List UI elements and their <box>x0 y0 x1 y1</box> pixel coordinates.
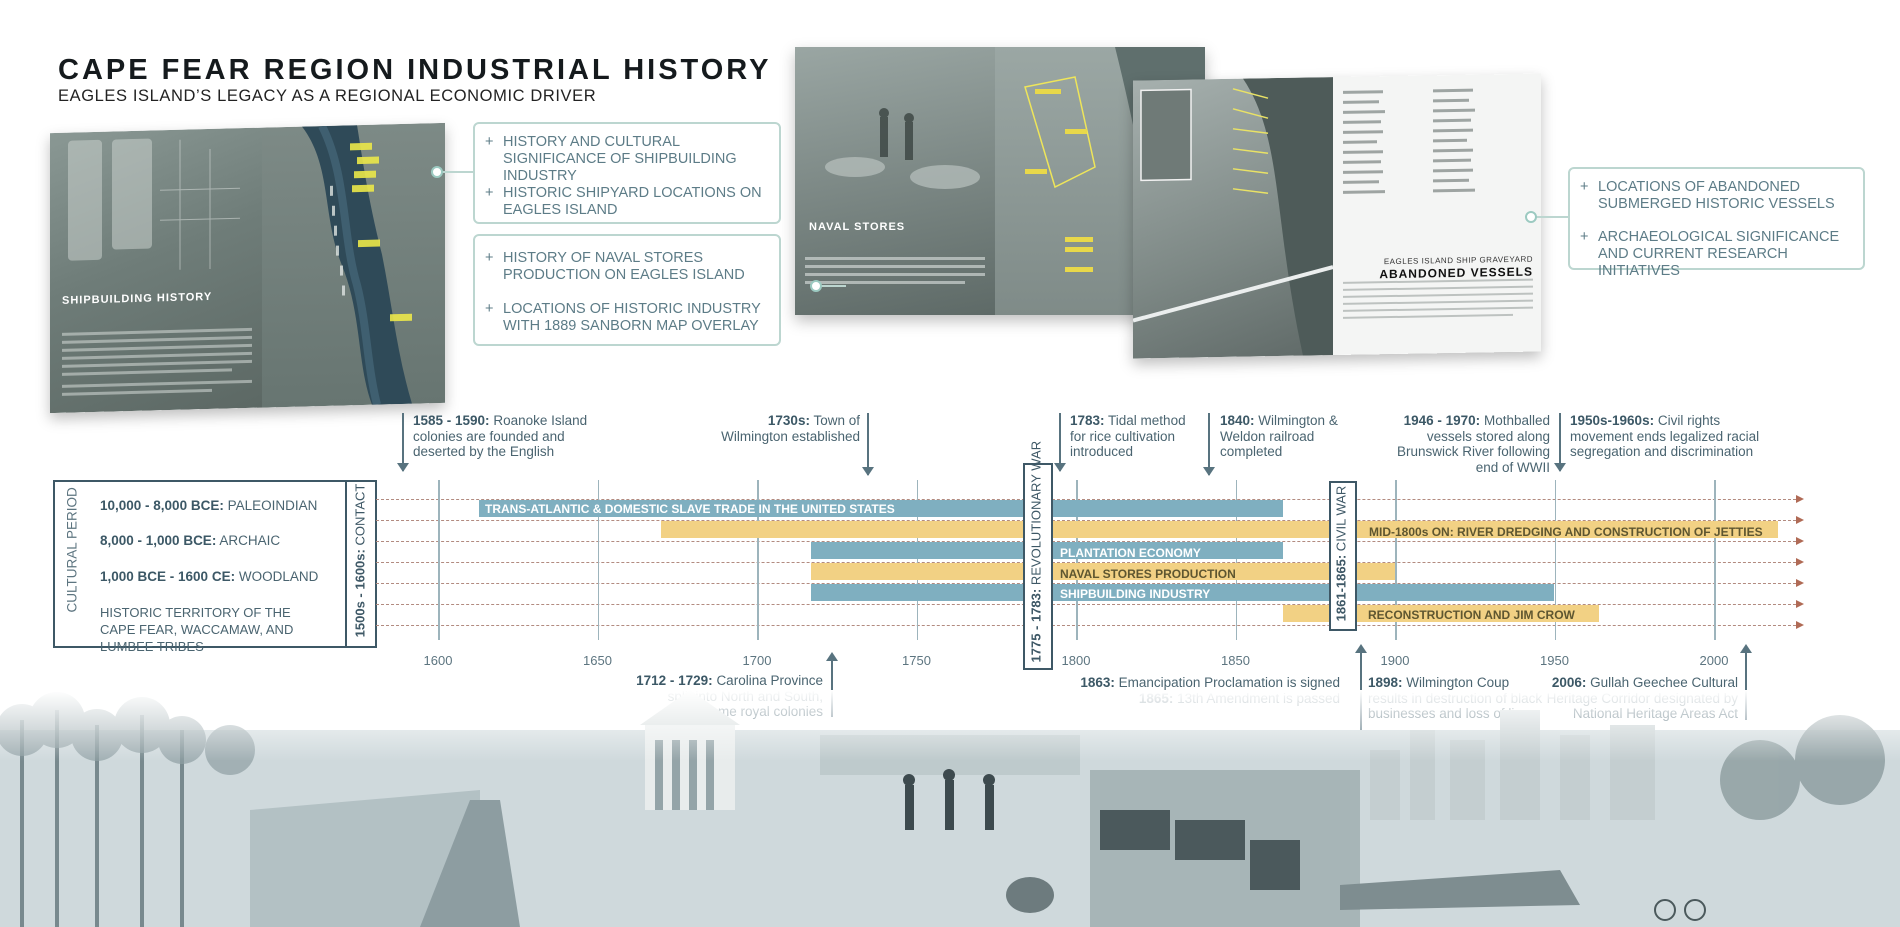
axis-tick-label: 1700 <box>742 653 772 668</box>
axis-tick <box>438 480 440 640</box>
axis-tick-label: 1600 <box>423 653 453 668</box>
bar-label-plantation-economy: PLANTATION ECONOMY <box>1060 546 1201 560</box>
event-wilmington-town: 1730s: Town of Wilmington established <box>721 413 860 444</box>
naval-stores-photo <box>795 47 995 315</box>
timeline-lane <box>376 625 1796 626</box>
plus-icon: + <box>1580 179 1589 195</box>
plus-icon: + <box>1580 229 1589 245</box>
event-tidal-method-arrow <box>1059 413 1061 471</box>
historic-photo-collage <box>0 690 1900 927</box>
axis-tick-label: 1750 <box>902 653 931 668</box>
callout-vessels <box>1568 167 1865 279</box>
callout-item: HISTORY OF NAVAL STORES PRODUCTION ON EAGLES ISLAND <box>503 250 745 283</box>
event-roanoke-arrow <box>402 413 404 471</box>
naval-stores-brochure-title: NAVAL STORES <box>809 221 906 233</box>
event-railroad: 1840: Wilmington & Weldon railroad completed <box>1220 413 1338 459</box>
vessel-index-list <box>1333 73 1541 355</box>
eagles-island-map <box>262 123 445 408</box>
plus-icon: + <box>485 301 494 317</box>
callout-leader-vessels <box>1532 216 1568 218</box>
axis-tick-label: 2000 <box>1699 653 1729 668</box>
event-mothballed-vessels-arrow <box>1559 413 1561 471</box>
event-roanoke: 1585 - 1590: Roanoke Island colonies are founded and deserted by the English <box>413 413 588 459</box>
plus-icon: + <box>485 134 494 150</box>
callout-dot-naval <box>810 280 822 292</box>
event-railroad-arrow <box>1208 413 1210 475</box>
bar-label-reconstruction: RECONSTRUCTION AND JIM CROW <box>1368 608 1575 622</box>
contact-period-label: 1500s - 1600s: CONTACT <box>352 483 368 638</box>
revolutionary-war-label: 1775 - 1783: REVOLUTIONARY WAR <box>1028 440 1044 663</box>
abandoned-vessels-brochure <box>1133 73 1541 358</box>
bar-label-naval-stores: NAVAL STORES PRODUCTION <box>1060 567 1236 581</box>
period-woodland: 1,000 BCE - 1600 CE: WOODLAND <box>100 569 319 584</box>
callout-item: ARCHAEOLOGICAL SIGNIFICANCE AND CURRENT RESEARCH INITIATIVES <box>1598 229 1840 279</box>
event-tidal-method: 1783: Tidal method for rice cultivation introduced <box>1070 413 1186 459</box>
shipbuilding-photo <box>50 128 262 414</box>
period-paleoindian: 10,000 - 8,000 BCE: PALEOINDIAN <box>100 498 318 513</box>
event-carolina-split: 1712 - 1729: Carolina Province <box>636 673 823 688</box>
vessels-brochure-title: ABANDONED VESSELS <box>1379 264 1533 282</box>
vessels-aerial-map <box>1133 77 1333 358</box>
callout-dot-vessels <box>1525 211 1537 223</box>
event-emancipation: 1863: Emancipation Proclamation is signed <box>1080 675 1340 690</box>
event-wilmington-town-arrow <box>867 413 869 475</box>
event-wilmington-coup: 1898: Wilmington Coup <box>1368 675 1510 690</box>
period-historic-territory: HISTORIC TERRITORY OF THE CAPE FEAR, WACCAMAW, AND LUMBEE TRIBES <box>100 605 294 654</box>
callout-item: HISTORY AND CULTURAL SIGNIFICANCE OF SHIPBUILDING INDUSTRY <box>503 134 737 184</box>
axis-tick-label: 1950 <box>1540 653 1569 668</box>
bar-label-slave-trade: TRANS-ATLANTIC & DOMESTIC SLAVE TRADE IN THE UNITED STATES <box>485 502 895 516</box>
axis-tick-label: 1900 <box>1380 653 1410 668</box>
event-gullah-geechee: 2006: Gullah Geechee Cultural <box>1551 675 1738 690</box>
axis-tick-label: 1800 <box>1061 653 1091 668</box>
page-subtitle: EAGLES ISLAND’S LEGACY AS A REGIONAL ECONOMIC DRIVER <box>58 87 597 105</box>
callout-dot-shipbuilding <box>431 166 443 178</box>
cultural-period-label: CULTURAL PERIOD <box>64 487 80 613</box>
bar-label-shipbuilding: SHIPBUILDING INDUSTRY <box>1060 587 1211 601</box>
axis-tick <box>1714 480 1716 640</box>
callout-naval <box>473 234 781 346</box>
event-mothballed-vessels: 1946 - 1970: Mothballed vessels stored along Brunswick River following end of WWII <box>1396 413 1550 475</box>
callout-shipbuilding <box>473 122 781 224</box>
shipbuilding-brochure <box>50 123 445 413</box>
civil-war-label: 1861-1865: CIVIL WAR <box>1333 485 1349 622</box>
event-civil-rights: 1950s-1960s: Civil rights movement ends legalized racial segregation and discrimination <box>1570 413 1760 459</box>
page-title: CAPE FEAR REGION INDUSTRIAL HISTORY <box>58 54 772 86</box>
bar-label-river-dredging: MID-1800s ON: RIVER DREDGING AND CONSTRUCTION OF JETTIES <box>1369 525 1763 539</box>
callout-item: LOCATIONS OF ABANDONED SUBMERGED HISTORIC VESSELS <box>1598 179 1835 212</box>
plus-icon: + <box>485 185 494 201</box>
axis-tick-label: 1650 <box>583 653 612 668</box>
shipbuilding-brochure-title: SHIPBUILDING HISTORY <box>62 290 213 307</box>
vessels-brochure-caption: EAGLES ISLAND SHIP GRAVEYARD <box>1383 254 1533 267</box>
period-archaic: 8,000 - 1,000 BCE: ARCHAIC <box>100 533 281 548</box>
callout-item: HISTORIC SHIPYARD LOCATIONS ON EAGLES ISLAND <box>503 185 762 218</box>
plus-icon: + <box>485 250 494 266</box>
axis-tick-label: 1850 <box>1221 653 1250 668</box>
callout-item: LOCATIONS OF HISTORIC INDUSTRY WITH 1889 SANBORN MAP OVERLAY <box>503 301 761 334</box>
